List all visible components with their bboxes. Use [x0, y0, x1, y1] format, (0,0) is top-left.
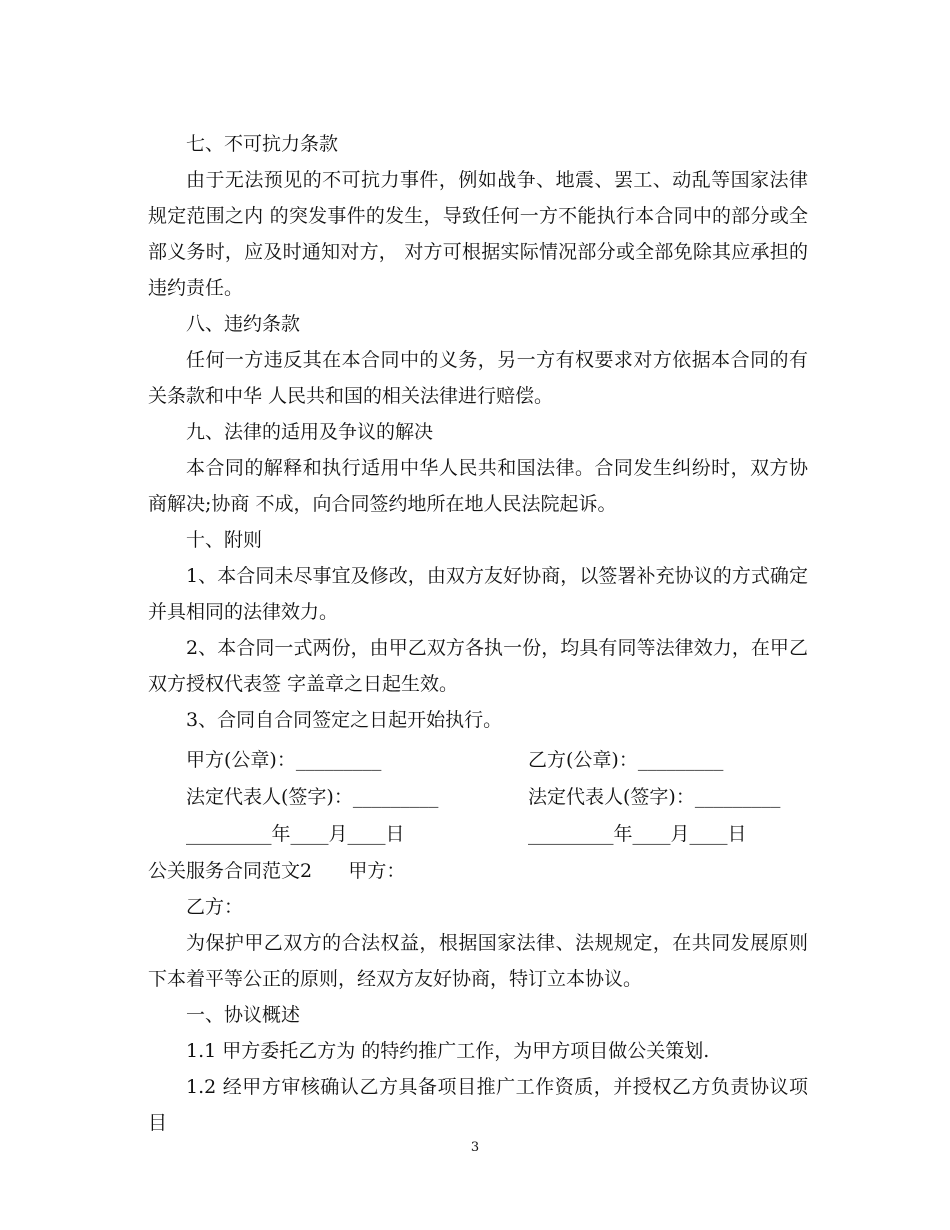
section-10-item-2: 2、本合同一式两份，由甲乙双方各执一份，均具有同等法律效力，在甲乙双方授权代表签 字盖章之日起生效。	[148, 637, 808, 695]
section-8-heading: 八、违约条款	[186, 313, 301, 335]
contract-2-section-1-heading: 一、协议概述	[186, 1004, 301, 1026]
contract-2-clause-1-2: 1.2 经甲方审核确认乙方具备项目推广工作资质，并授权乙方负责协议项目	[148, 1076, 808, 1134]
party-a-date-line: _________年____月____日	[186, 823, 405, 845]
section-9-body: 本合同的解释和执行适用中华人民共和国法律。合同发生纠纷时，双方协商解决;协商 不成，向合同签约地所在地人民法院起诉。	[148, 457, 808, 515]
party-b-seal-line: 乙方(公章)：_________	[528, 749, 724, 771]
party-a-seal-line: 甲方(公章)：_________	[186, 749, 382, 771]
party-a-representative-line: 法定代表人(签字)：_________	[186, 786, 439, 808]
page-number: 3	[470, 1140, 480, 1155]
contract-2-preamble: 为保护甲乙双方的合法权益，根据国家法律、法规规定，在共同发展原则下本着平等公正的原则，经双方友好协商，特订立本协议。	[148, 932, 808, 990]
section-8-body: 任何一方违反其在本合同中的义务，另一方有权要求对方依据本合同的有关条款和中华 人民共和国的相关法律进行赔偿。	[148, 349, 808, 407]
party-b-date-line: _________年____月____日	[528, 823, 747, 845]
contract-2-party-b: 乙方：	[186, 896, 244, 918]
section-10-item-3: 3、合同自合同签定之日起开始执行。	[186, 709, 503, 731]
section-10-item-1: 1、本合同未尽事宜及修改，由双方友好协商，以签署补充协议的方式确定并具相同的法律效力。	[148, 565, 808, 623]
section-9-heading: 九、法律的适用及争议的解决	[186, 421, 434, 443]
section-7-heading: 七、不可抗力条款	[186, 133, 339, 155]
party-b-representative-line: 法定代表人(签字)：_________	[528, 786, 781, 808]
contract-2-clause-1-1: 1.1 甲方委托乙方为 的特约推广工作，为甲方项目做公关策划.	[186, 1040, 710, 1062]
section-7-body: 由于无法预见的不可抗力事件，例如战争、地震、罢工、动乱等国家法律规定范围之内 的突发事件的发生，导致任何一方不能执行本合同中的部分或全部义务时，应及时通知对方， 对方可根据实际情况部分或全部免除其应承担的违约责任。	[148, 169, 808, 299]
contract-2-title-line: 公关服务合同范文2 甲方：	[148, 860, 406, 882]
section-10-heading: 十、附则	[186, 529, 263, 551]
